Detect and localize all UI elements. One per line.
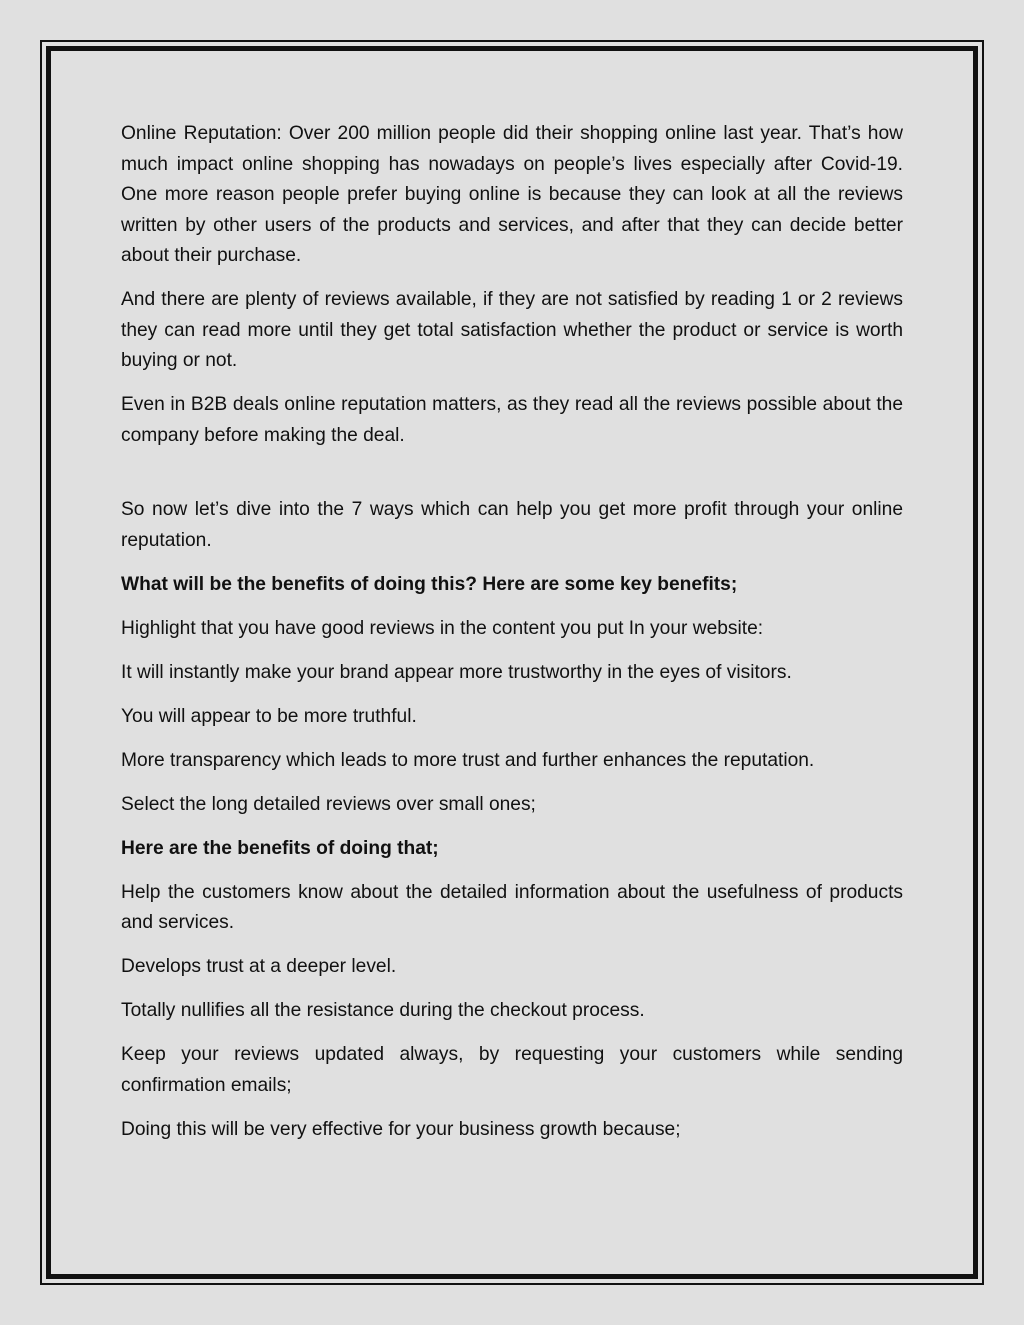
heading-key-benefits: What will be the benefits of doing this? Here are some key benefits; [121, 573, 738, 595]
paragraph-trustworthy-brand: It will instantly make your brand appear more trustworthy in the eyes of visitors. [121, 661, 792, 683]
paragraph-online-reputation: Online Reputation: Over 200 million people did their shopping online last year. That’s how much impact online shopping has nowadays on people’s lives especially after Covid-19. One more reason people prefer buying online is because they can look at all the reviews written by other users of the products and services, and after that they can decide better about their purchase. [121, 123, 903, 266]
paragraph-detailed-information: Help the customers know about the detailed information about the usefulness of products and services. [121, 881, 903, 933]
paragraph-business-growth: Doing this will be very effective for your business growth because; [121, 1118, 681, 1140]
heading-benefits-of-that: Here are the benefits of doing that; [121, 837, 439, 859]
paragraph-b2b-deals: Even in B2B deals online reputation matters, as they read all the reviews possible about the company before making the deal. [121, 394, 903, 446]
paragraph-nullifies-resistance: Totally nullifies all the resistance during the checkout process. [121, 1000, 645, 1021]
paragraph-develops-trust: Develops trust at a deeper level. [121, 956, 397, 977]
document-body [121, 119, 903, 1159]
paragraph-keep-reviews-updated: Keep your reviews updated always, by requesting your customers while sending confirmation emails; [121, 1044, 903, 1096]
paragraph-plenty-of-reviews: And there are plenty of reviews available, if they are not satisfied by reading 1 or 2 reviews they can read more until they get total satisfaction whether the product or service is worth buying or not. [121, 289, 903, 371]
paragraph-seven-ways-intro: So now let’s dive into the 7 ways which can help you get more profit through your online reputation. [121, 499, 903, 551]
paragraph-more-transparency: More transparency which leads to more trust and further enhances the reputation. [121, 749, 815, 771]
paragraph-more-truthful: You will appear to be more truthful. [121, 705, 417, 727]
paragraph-highlight-good-reviews: Highlight that you have good reviews in the content you put In your website: [121, 617, 764, 639]
paragraph-select-long-reviews: Select the long detailed reviews over small ones; [121, 793, 536, 815]
